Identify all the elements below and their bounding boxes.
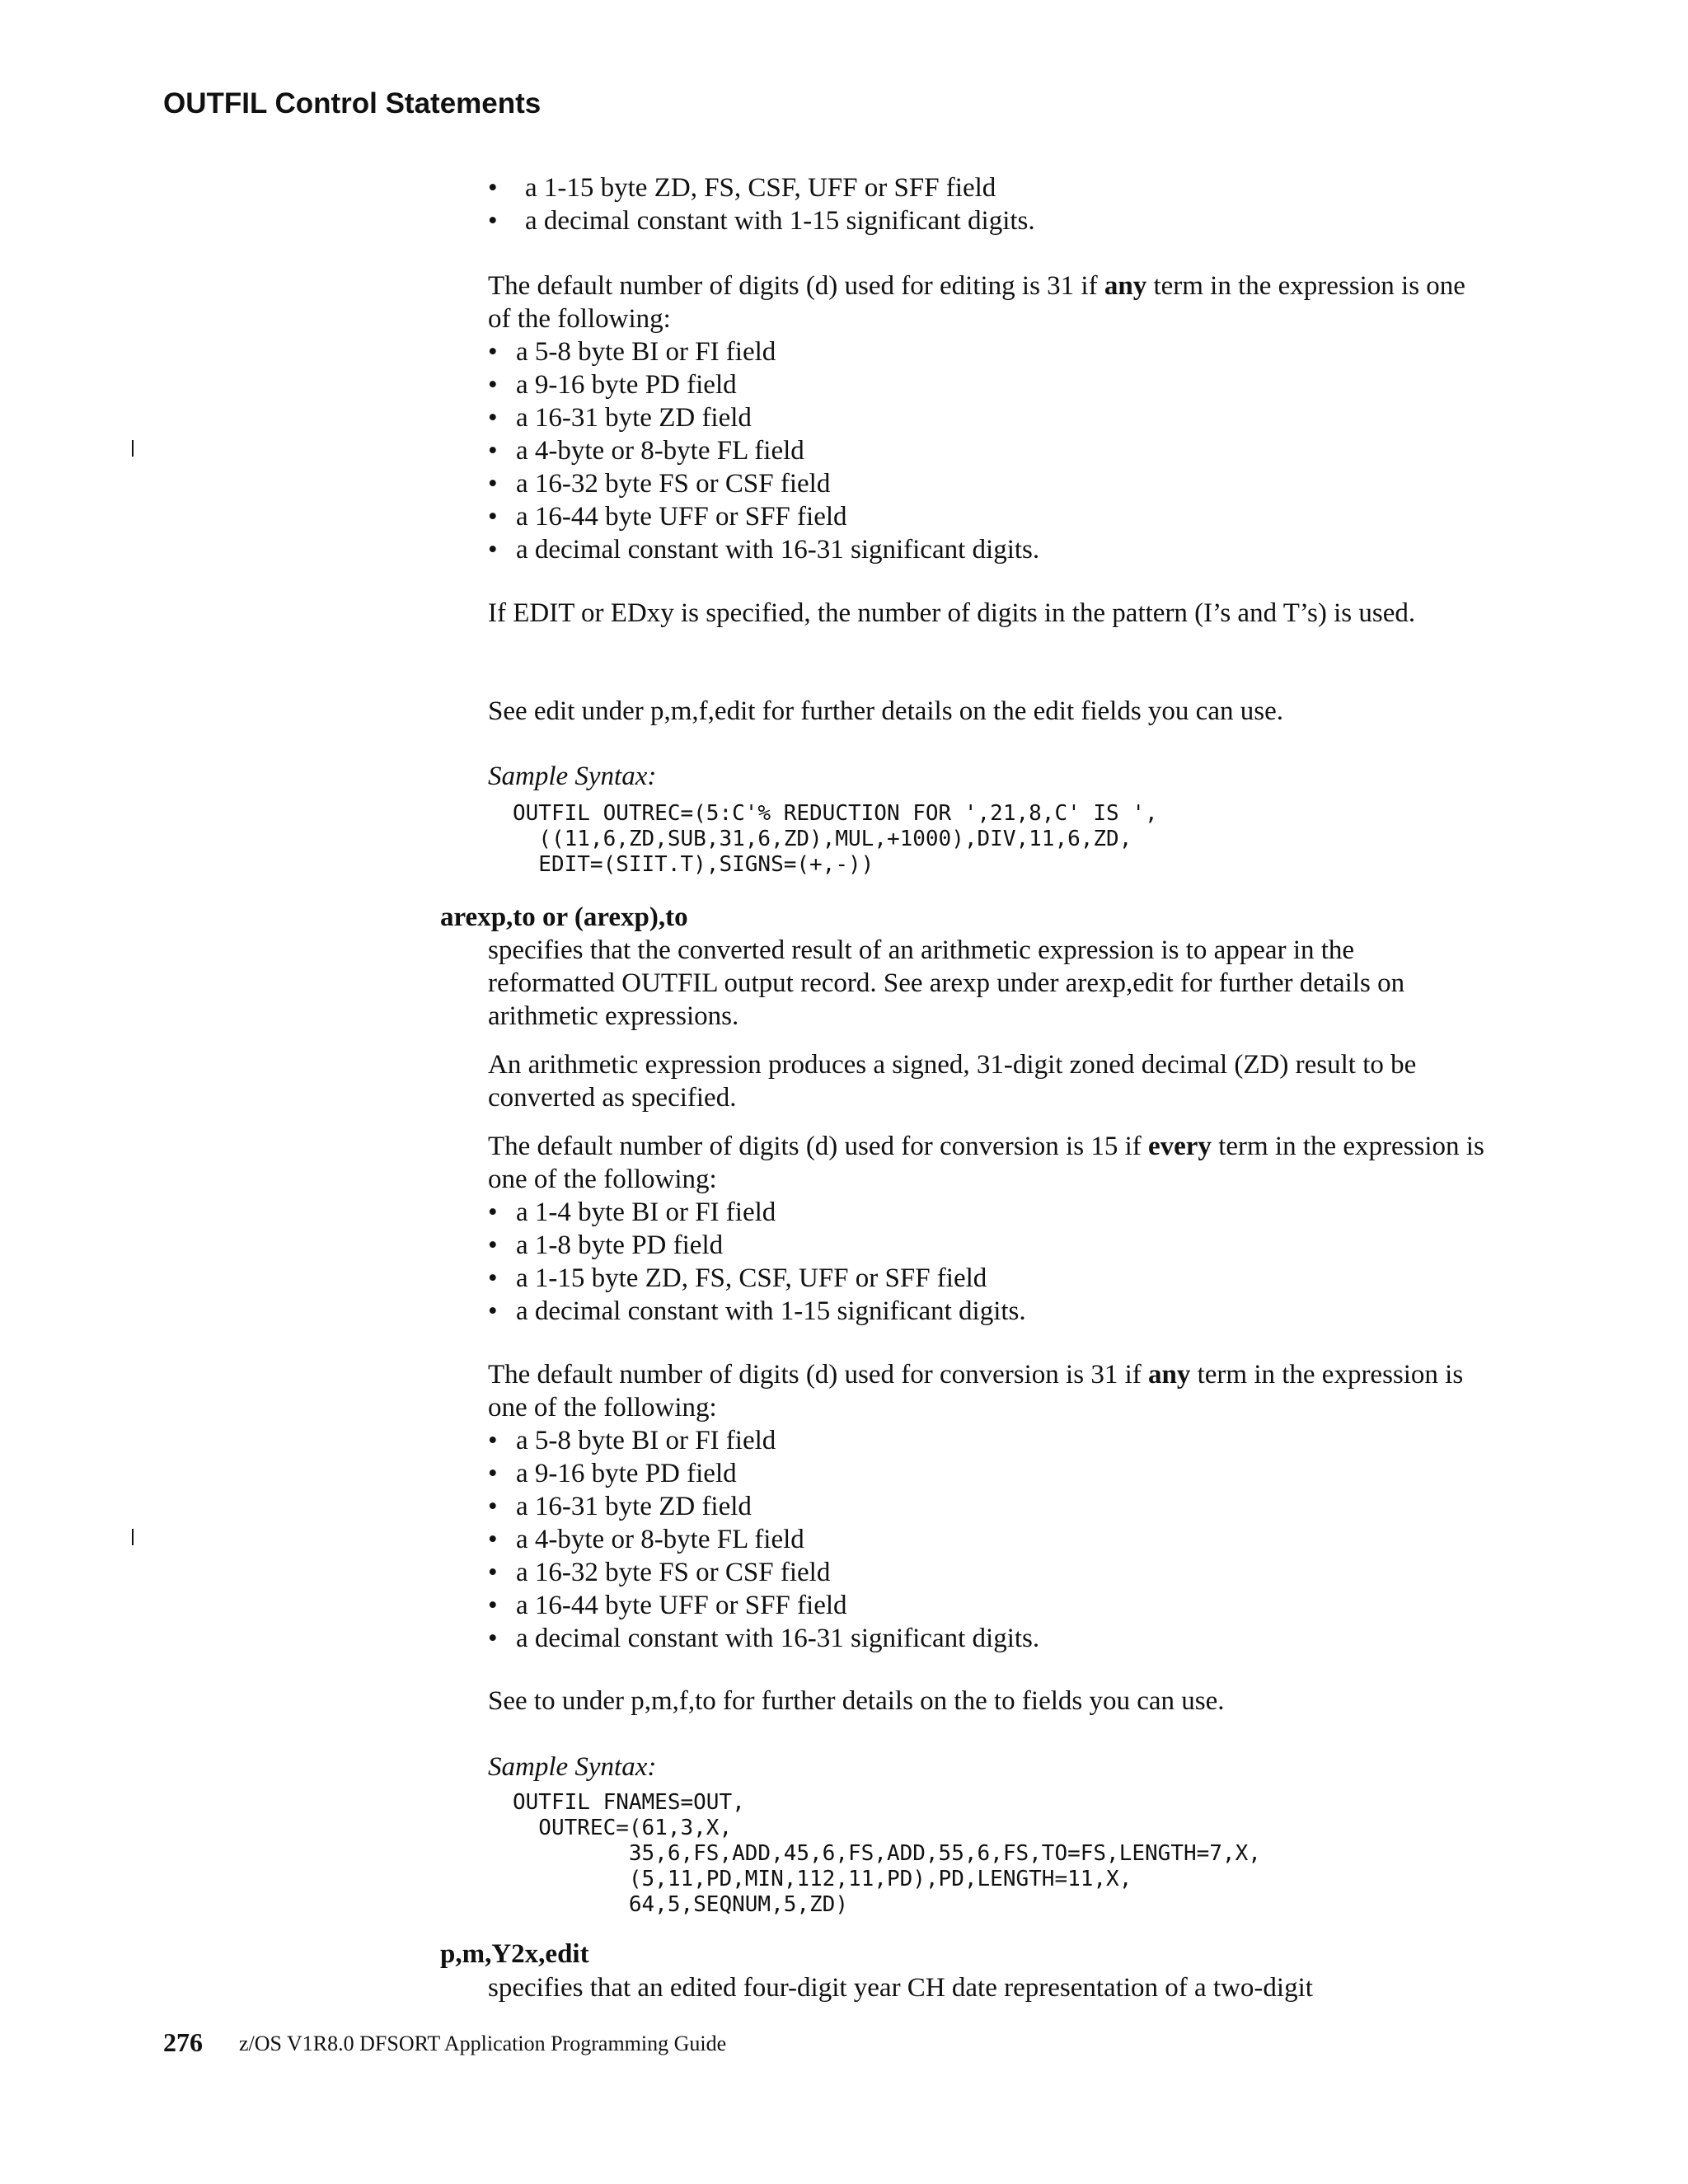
paragraph-default-31-edit: The default number of digits (d) used for editing is 31 if any term in the expression is one of the following: • a 5-8 byte BI or FI field • a 9-16 byte PD field • a 16-31 byte ZD field • a 4-byte or 8-byte FL field • a 16-32 byte FS or CSF field • a 16-44 byte UFF or SFF field • a decimal constant with 16-31 significant digits. bbox=[488, 269, 1485, 566]
list-item: • a decimal constant with 1-15 significant digits. bbox=[488, 204, 1485, 237]
emphasis: any bbox=[1147, 1360, 1191, 1390]
book-title: z/OS V1R8.0 DFSORT Application Programming Guide bbox=[239, 2032, 727, 2055]
list-item: • a 16-31 byte ZD field bbox=[488, 401, 1485, 434]
list-item: • a 4-byte or 8-byte FL field bbox=[488, 434, 1485, 467]
revision-bar bbox=[132, 440, 134, 457]
running-head: OUTFIL Control Statements bbox=[163, 87, 542, 120]
paragraph-y2x-edit: specifies that an edited four-digit year CH date representation of a two-digit bbox=[488, 1973, 1313, 2003]
list-item: • a 5-8 byte BI or FI field bbox=[488, 1424, 1485, 1457]
list-item: • a 16-44 byte UFF or SFF field bbox=[488, 1589, 1485, 1622]
revision-bar bbox=[132, 1529, 134, 1545]
sample-syntax-code: OUTFIL OUTREC=(5:C'% REDUCTION FOR ',21,8,C' IS ', ((11,6,ZD,SUB,31,6,ZD),MUL,+1000),DIV,11,6,ZD, EDIT=(SIIT.T),SIGNS=(+,-)) bbox=[513, 801, 1158, 877]
list-item: • a 9-16 byte PD field bbox=[488, 1457, 1485, 1490]
list-item: • a decimal constant with 16-31 significant digits. bbox=[488, 1622, 1485, 1655]
paragraph-see-edit: See edit under p,m,f,edit for further details on the edit fields you can use. bbox=[488, 696, 1283, 726]
list-item: • a 16-32 byte FS or CSF field bbox=[488, 1556, 1485, 1589]
sample-syntax-caption: Sample Syntax: bbox=[488, 762, 657, 791]
paragraph-default-31-conv: The default number of digits (d) used for conversion is 31 if any term in the expression is one of the following: • a 5-8 byte BI or FI field • a 9-16 byte PD field • a 16-31 byte ZD field • a 4-byte or 8-byte FL field • a 16-32 byte FS or CSF field • a 16-44 byte UFF or SFF field • a decimal constant with 16-31 significant digits. bbox=[488, 1358, 1485, 1655]
paragraph-arexp-result: An arithmetic expression produces a signed, 31-digit zoned decimal (ZD) result to be converted as specified. bbox=[488, 1050, 1417, 1113]
list-item: • a decimal constant with 16-31 significant digits. bbox=[488, 533, 1485, 566]
paragraph-arexp-to: specifies that the converted result of an arithmetic expression is to appear in the reformatted OUTFIL output record. See arexp under arexp,edit for further details on arithmetic expressions. bbox=[488, 935, 1405, 1031]
list-item: • a 16-31 byte ZD field bbox=[488, 1490, 1485, 1523]
paragraph-see-to: See to under p,m,f,to for further details on the to fields you can use. bbox=[488, 1686, 1225, 1716]
paragraph-default-15-conv: The default number of digits (d) used for conversion is 15 if every term in the expression is one of the following: • a 1-4 byte BI or FI field • a 1-8 byte PD field • a 1-15 byte ZD, FS, CSF, UFF or SFF field • a decimal constant with 1-15 significant digits. bbox=[488, 1130, 1485, 1328]
bullet-list-large-terms bbox=[488, 335, 1485, 566]
list-item: • a decimal constant with 1-15 significant digits. bbox=[488, 1295, 1485, 1328]
bullet-list-small-terms bbox=[488, 171, 1485, 237]
list-item: • a 1-15 byte ZD, FS, CSF, UFF or SFF field bbox=[488, 1262, 1485, 1295]
bullet-list-large-terms bbox=[488, 1424, 1485, 1655]
list-item: • a 16-32 byte FS or CSF field bbox=[488, 467, 1485, 500]
list-item: • a 4-byte or 8-byte FL field bbox=[488, 1523, 1485, 1556]
emphasis: every bbox=[1147, 1132, 1212, 1161]
list-item: • a 1-8 byte PD field bbox=[488, 1229, 1485, 1262]
list-item: • a 1-15 byte ZD, FS, CSF, UFF or SFF field bbox=[488, 171, 1485, 204]
list-item: • a 1-4 byte BI or FI field bbox=[488, 1196, 1485, 1229]
term-arexp-to: arexp,to or (arexp),to bbox=[440, 902, 688, 932]
list-item: • a 9-16 byte PD field bbox=[488, 368, 1485, 401]
list-item: • a 5-8 byte BI or FI field bbox=[488, 335, 1485, 368]
emphasis: any bbox=[1104, 271, 1147, 301]
page-number: 276 bbox=[163, 2027, 203, 2057]
list-item: • a 16-44 byte UFF or SFF field bbox=[488, 500, 1485, 533]
bullet-list-small-terms bbox=[488, 1196, 1485, 1328]
term-y2x-edit: p,m,Y2x,edit bbox=[440, 1939, 589, 1969]
sample-syntax-caption: Sample Syntax: bbox=[488, 1752, 657, 1782]
paragraph-edit-pattern: If EDIT or EDxy is specified, the number of digits in the pattern (I’s and T’s) is used. bbox=[488, 598, 1416, 628]
sample-syntax-code: OUTFIL FNAMES=OUT, OUTREC=(61,3,X, 35,6,FS,ADD,45,6,FS,ADD,55,6,FS,TO=FS,LENGTH=7,X, (5,11,PD,MIN,112,11,PD),PD,LENGTH=11,X, 64,5,SEQNUM,5,ZD) bbox=[513, 1790, 1261, 1917]
